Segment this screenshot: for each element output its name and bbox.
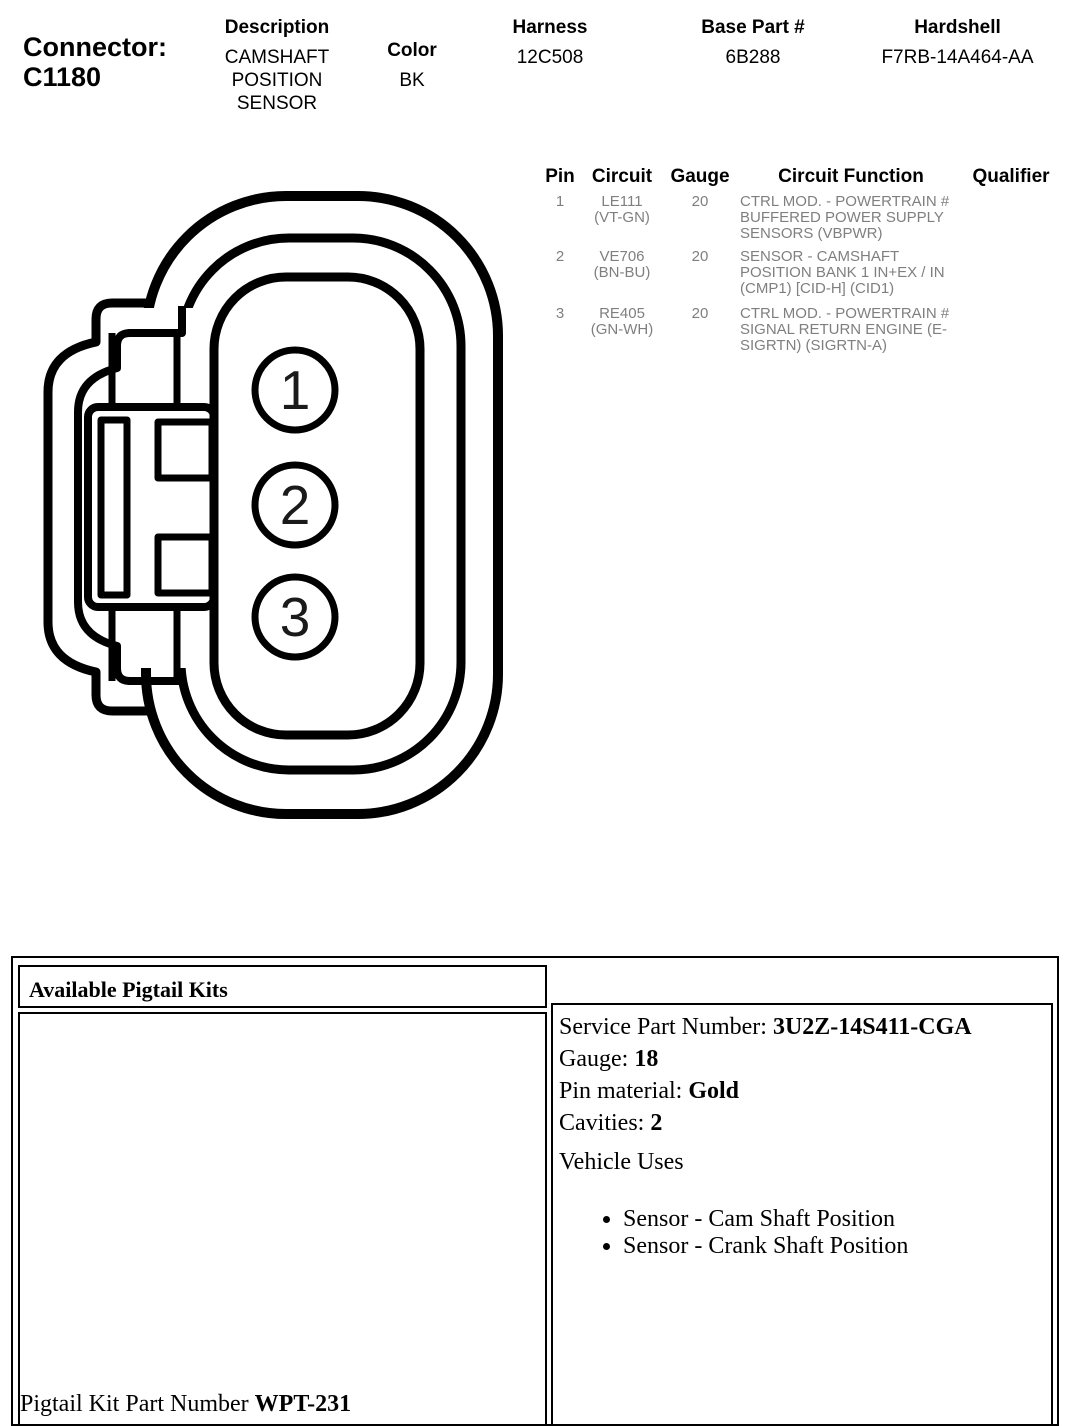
pin-number: 2	[555, 248, 565, 265]
connector-id: C1180	[23, 62, 102, 92]
vehicle-use-item: • Sensor - Crank Shaft Position	[623, 1233, 1047, 1260]
col-header-function: Circuit Function	[778, 166, 924, 187]
col-header-circuit: Circuit	[591, 166, 653, 187]
header-col-base-part	[683, 18, 823, 69]
pigtail-table-title: Available Pigtail Kits	[29, 977, 228, 1002]
pin-number: 1	[555, 193, 565, 210]
pin-1-number: 1	[279, 359, 311, 421]
header-col-color	[362, 41, 462, 92]
description-value-line: CAMSHAFT	[224, 47, 330, 68]
detail-line: Cavities: 2	[559, 1110, 663, 1136]
harness-label: Harness	[512, 17, 588, 38]
detail-line: Gauge: 18	[559, 1046, 659, 1072]
circuit-function: SENSOR - CAMSHAFT POSITION BANK 1 IN+EX / IN (CMP1) [CID-H] (CID1)	[740, 248, 945, 297]
gauge: 18	[634, 1046, 659, 1072]
col-header-gauge: Gauge	[670, 166, 730, 187]
gauge-value: 20	[691, 305, 709, 322]
detail-line: Pin material: Gold	[559, 1078, 739, 1104]
description-value-line: SENSOR	[236, 93, 318, 114]
header-col-hardshell	[875, 18, 1040, 69]
color-value: BK	[399, 70, 425, 91]
pigtail-table-title-cell	[18, 965, 547, 1008]
description-label: Description	[224, 17, 330, 38]
pin-2-number: 2	[279, 474, 311, 536]
detail-line: Service Part Number: 3U2Z-14S411-CGA	[559, 1014, 972, 1040]
pigtail-kit-part-number-line	[20, 1391, 351, 1418]
pin-3-number: 3	[279, 586, 311, 648]
circuit-function: CTRL MOD. - POWERTRAIN # SIGNAL RETURN ENGINE (E- SIGRTN) (SIGRTN-A)	[740, 305, 950, 354]
cavities: 2	[650, 1110, 663, 1136]
pigtail-kit-cell	[18, 1012, 547, 1426]
connector-title	[23, 32, 167, 92]
hardshell-label: Hardshell	[914, 17, 1001, 38]
pin-number: 3	[555, 305, 565, 322]
header-col-description	[197, 18, 357, 115]
description-value-line: POSITION	[231, 70, 323, 91]
color-label: Color	[387, 40, 437, 61]
gauge-value: 20	[691, 193, 709, 210]
hardshell-value: F7RB-14A464-AA	[881, 47, 1034, 68]
col-header-pin: Pin	[545, 166, 575, 187]
pin-cavity-pill	[214, 277, 420, 735]
col-header-qualifier: Qualifier	[972, 166, 1050, 187]
harness-value: 12C508	[516, 47, 584, 68]
service-part-number: 3U2Z-14S411-CGA	[772, 1014, 972, 1040]
header-col-harness	[490, 18, 610, 69]
pigtail-kit-label: Pigtail Kit Part Number	[20, 1391, 255, 1417]
circuit-function: CTRL MOD. - POWERTRAIN # BUFFERED POWER SUPPLY SENSORS (VBPWR)	[740, 193, 950, 242]
pigtail-kit-value: WPT-231	[254, 1391, 352, 1417]
vehicle-use-item: • Sensor - Cam Shaft Position	[623, 1206, 1047, 1233]
connector-face-diagram	[30, 180, 550, 860]
vehicle-uses-list	[559, 1206, 1047, 1260]
vehicle-uses-title: Vehicle Uses	[559, 1149, 684, 1175]
service-part-cell	[551, 1003, 1053, 1426]
pin-material: Gold	[688, 1078, 739, 1104]
base-part-value: 6B288	[725, 47, 781, 68]
circuit-code: LE111 (VT-GN)	[594, 193, 650, 226]
circuit-code: VE706 (BN-BU)	[593, 248, 651, 281]
base-part-label: Base Part #	[701, 17, 805, 38]
circuit-code: RE405 (GN-WH)	[590, 305, 654, 338]
gauge-value: 20	[691, 248, 709, 265]
connector-label: Connector:	[23, 32, 167, 62]
